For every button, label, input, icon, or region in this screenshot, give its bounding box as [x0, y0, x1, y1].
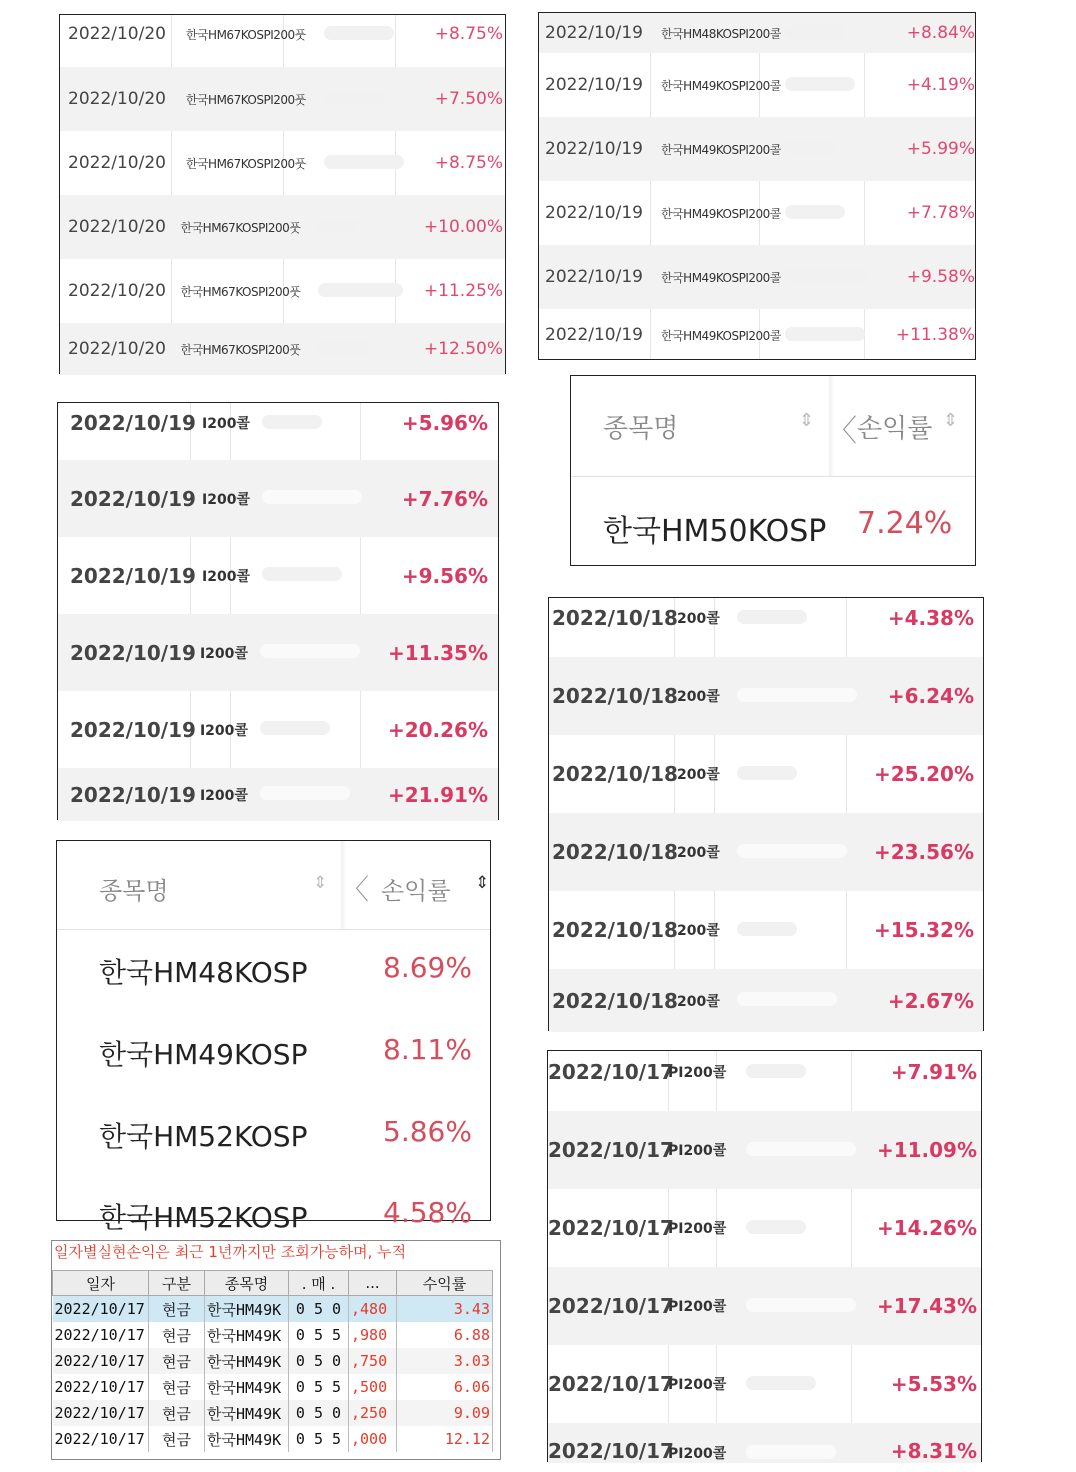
table-row[interactable]: [549, 891, 983, 969]
redacted-cell: [726, 1297, 877, 1316]
table-row[interactable]: [548, 1267, 981, 1345]
table-header: [57, 841, 490, 930]
trade-cell: 0 5 5: [289, 1322, 349, 1348]
type-cell: 현금: [149, 1400, 205, 1426]
redacted-cell: [292, 340, 423, 359]
table-row[interactable]: [58, 614, 498, 691]
trade-cell: 0 5 0: [289, 1296, 349, 1323]
profit-rate-cell: +7.50%: [434, 89, 503, 109]
profit-rate-cell: +11.09%: [876, 1138, 977, 1162]
redacted-cell: [240, 643, 388, 662]
notice-text: 일자별실현손익은 최근 1년까지만 조회가능하며, 누적: [54, 1243, 407, 1261]
list-item[interactable]: [57, 1196, 490, 1236]
column-header-name[interactable]: 종목명: [205, 1271, 289, 1296]
list-item[interactable]: [57, 951, 490, 991]
type-cell: 현금: [149, 1374, 205, 1400]
sort-icon[interactable]: ⇕: [475, 873, 490, 893]
profit-rate-cell: +9.56%: [401, 563, 488, 588]
redacted-cell: [292, 282, 423, 301]
return-cell: 12.12: [397, 1426, 493, 1452]
amount-cell: ,000: [349, 1426, 397, 1452]
redacted-cell: [765, 140, 890, 159]
table-row[interactable]: [58, 768, 498, 821]
profit-rate-cell: +5.99%: [906, 139, 975, 159]
table-row[interactable]: [548, 1345, 981, 1423]
table-row[interactable]: [549, 657, 983, 735]
type-cell: 현금: [149, 1348, 205, 1374]
column-header-name[interactable]: 종목명: [603, 414, 679, 444]
amount-cell: ,480: [349, 1296, 397, 1323]
item-name-cell: 200콜: [677, 689, 720, 705]
trade-list-panel-1019-a: [538, 12, 976, 360]
table-row[interactable]: [58, 537, 498, 614]
trade-list-panel-1020: [59, 14, 506, 374]
profit-rate-cell: +8.75%: [434, 24, 503, 44]
profit-rate-cell: +12.50%: [423, 339, 503, 359]
table-row[interactable]: [539, 309, 975, 361]
table-row[interactable]: [539, 245, 975, 309]
date-cell: 2022/10/19: [545, 23, 643, 43]
item-name-cell: I200콜: [202, 491, 250, 508]
type-cell: 현금: [149, 1322, 205, 1348]
table-row[interactable]: [53, 1426, 493, 1452]
item-name-cell: 한국HM49KOSPI200콜: [661, 78, 781, 93]
amount-cell: ,980: [349, 1322, 397, 1348]
redacted-cell: [726, 1375, 891, 1394]
date-cell: 2022/10/18: [552, 606, 678, 630]
chevron-left-icon[interactable]: 〈: [827, 414, 857, 449]
item-name: 한국HM52KOSP: [99, 1120, 308, 1153]
item-name-cell: PI200콜: [668, 1377, 727, 1393]
redacted-cell: [298, 154, 435, 173]
daily-realized-pnl-grid: [51, 1240, 501, 1460]
table-row[interactable]: [60, 323, 505, 375]
redacted-cell: [717, 687, 888, 706]
redacted-cell: [717, 991, 888, 1010]
chevron-left-icon[interactable]: 〈: [341, 873, 370, 906]
profit-rate-cell: +23.56%: [873, 840, 974, 864]
amount-cell: ,250: [349, 1400, 397, 1426]
item-name-cell: PI200콜: [668, 1065, 727, 1081]
profit-rate-cell: +25.20%: [873, 762, 974, 786]
date-cell: 2022/10/17: [53, 1426, 149, 1452]
table-row[interactable]: [60, 15, 505, 53]
redacted-cell: [717, 921, 874, 940]
table-row[interactable]: [53, 1322, 493, 1348]
profit-rate-cell: +8.31%: [890, 1439, 977, 1463]
date-cell: 2022/10/17: [53, 1296, 149, 1323]
trade-cell: 0 5 5: [289, 1426, 349, 1452]
table-row[interactable]: [539, 117, 975, 181]
item-name-cell: 한국HM49KOSPI200콜: [661, 328, 781, 343]
item-name-cell: 한국HM67KOSPI200풋: [180, 220, 301, 235]
item-name-cell: PI200콜: [668, 1221, 727, 1237]
item-name-cell: I200콜: [199, 787, 248, 804]
profit-rate-cell: +11.25%: [423, 281, 503, 301]
profit-rate-cell: +20.26%: [387, 717, 488, 742]
item-name-cell: 한국HM49K: [205, 1400, 289, 1426]
table-row[interactable]: [60, 259, 505, 323]
column-header-profit-rate[interactable]: 손익률: [857, 414, 933, 444]
holdings-panel-hm50: [570, 375, 976, 566]
table-row[interactable]: [539, 181, 975, 245]
profit-rate-cell: +10.00%: [423, 217, 503, 237]
item-name-cell: 한국HM49K: [205, 1322, 289, 1348]
amount-cell: ,500: [349, 1374, 397, 1400]
item-name-cell: 한국HM49KOSPI200콜: [661, 270, 781, 285]
profit-rate: 8.69%: [383, 951, 472, 984]
redacted-cell: [292, 218, 423, 237]
profit-rate-cell: +9.58%: [906, 267, 975, 287]
return-cell: 6.06: [397, 1374, 493, 1400]
date-cell: 2022/10/18: [552, 684, 678, 708]
table-row[interactable]: [549, 813, 983, 891]
pnl-table: [52, 1270, 493, 1452]
return-cell: 6.88: [397, 1322, 493, 1348]
item-name-cell: 200콜: [677, 923, 720, 939]
date-cell: 2022/10/19: [545, 267, 643, 287]
item-name-cell: 200콜: [677, 845, 720, 861]
date-cell: 2022/10/18: [552, 762, 678, 786]
table-row[interactable]: [53, 1296, 493, 1323]
table-row[interactable]: [53, 1374, 493, 1400]
profit-rate: 5.86%: [383, 1115, 472, 1148]
return-cell: 3.43: [397, 1296, 493, 1323]
profit-rate: 4.58%: [383, 1196, 472, 1229]
table-row[interactable]: [549, 735, 983, 813]
redacted-cell: [765, 326, 890, 345]
item-name-cell: 한국HM48KOSPI200콜: [661, 26, 781, 41]
table-row[interactable]: [539, 13, 975, 53]
profit-rate-cell: +7.76%: [401, 486, 488, 511]
column-header-date[interactable]: 일자: [53, 1271, 149, 1296]
date-cell: 2022/10/20: [68, 281, 166, 301]
item-name-cell: 한국HM49K: [205, 1426, 289, 1452]
type-cell: 현금: [149, 1296, 205, 1323]
date-cell: 2022/10/17: [53, 1348, 149, 1374]
trade-cell: 0 5 5: [289, 1374, 349, 1400]
date-cell: 2022/10/19: [545, 325, 643, 345]
return-cell: 3.03: [397, 1348, 493, 1374]
trade-list-panel-1018: [548, 597, 984, 1031]
redacted-cell: [765, 24, 890, 43]
date-cell: 2022/10/19: [545, 203, 643, 223]
table-row[interactable]: [548, 1423, 981, 1463]
profit-rate-cell: +6.24%: [887, 684, 974, 708]
table-row[interactable]: [548, 1051, 981, 1093]
date-cell: 2022/10/20: [68, 339, 166, 359]
profit-rate-cell: +11.35%: [387, 640, 488, 665]
item-name-cell: 한국HM67KOSPI200풋: [185, 92, 306, 107]
date-cell: 2022/10/17: [53, 1400, 149, 1426]
item-name-cell: I200콜: [199, 645, 248, 662]
item-name-cell: 한국HM49KOSPI200콜: [661, 142, 781, 157]
redacted-cell: [717, 609, 888, 628]
table-row[interactable]: [53, 1348, 493, 1374]
redacted-cell: [298, 90, 435, 109]
item-name: 한국HM49KOSP: [99, 1038, 308, 1071]
date-cell: 2022/10/19: [70, 411, 196, 435]
table-row[interactable]: [60, 131, 505, 195]
item-name-cell: 한국HM49K: [205, 1296, 289, 1323]
item-name-cell: 한국HM67KOSPI200풋: [185, 156, 306, 171]
item-name-cell: PI200콜: [668, 1299, 727, 1315]
date-cell: 2022/10/19: [545, 139, 643, 159]
date-cell: 2022/10/20: [68, 89, 166, 109]
date-cell: 2022/10/18: [552, 918, 678, 942]
profit-rate-cell: +5.53%: [890, 1372, 977, 1396]
profit-rate-cell: +21.91%: [387, 782, 488, 807]
date-cell: 2022/10/20: [68, 153, 166, 173]
redacted-cell: [765, 268, 890, 287]
item-name-cell: 한국HM67KOSPI200풋: [180, 284, 301, 299]
trade-list-panel-1017: [547, 1050, 982, 1462]
table-row[interactable]: [60, 67, 505, 131]
item-name-cell: 한국HM49K: [205, 1374, 289, 1400]
redacted-cell: [726, 1219, 877, 1238]
profit-rate-cell: +2.67%: [887, 988, 974, 1013]
column-header-name[interactable]: 종목명: [99, 877, 169, 905]
table-row[interactable]: [58, 691, 498, 768]
table-row[interactable]: [53, 1400, 493, 1426]
table-row[interactable]: [548, 1189, 981, 1267]
profit-rate: 8.11%: [383, 1033, 472, 1066]
redacted-cell: [240, 785, 388, 804]
date-cell: 2022/10/20: [68, 24, 166, 44]
trade-cell: 0 5 0: [289, 1400, 349, 1426]
item-name-cell: I200콜: [202, 568, 250, 585]
profit-rate-cell: +4.19%: [906, 75, 975, 95]
item-name-cell: PI200콜: [668, 1143, 727, 1159]
profit-rate-cell: +8.75%: [434, 153, 503, 173]
column-header-amount[interactable]: ...: [349, 1271, 397, 1296]
date-cell: 2022/10/17: [548, 1138, 674, 1162]
date-cell: 2022/10/17: [53, 1322, 149, 1348]
sort-icon[interactable]: ⇕: [799, 410, 815, 431]
profit-rate-cell: +17.43%: [876, 1294, 977, 1318]
date-cell: 2022/10/20: [68, 217, 166, 237]
amount-cell: ,750: [349, 1348, 397, 1374]
date-cell: 2022/10/17: [548, 1060, 674, 1084]
item-name-cell: 200콜: [677, 993, 720, 1010]
redacted-cell: [242, 414, 392, 433]
type-cell: 현금: [149, 1426, 205, 1452]
date-cell: 2022/10/18: [552, 988, 678, 1013]
profit-rate-cell: +11.38%: [895, 325, 975, 345]
item-name-cell: 한국HM49KOSPI200콜: [661, 206, 781, 221]
redacted-cell: [242, 489, 392, 508]
item-name-cell: 한국HM67KOSPI200풋: [180, 342, 301, 357]
redacted-cell: [240, 720, 388, 739]
date-cell: 2022/10/17: [53, 1374, 149, 1400]
column-header-type[interactable]: 구분: [149, 1271, 205, 1296]
profit-rate-cell: +5.96%: [401, 411, 488, 435]
date-cell: 2022/10/19: [70, 563, 196, 588]
date-cell: 2022/10/19: [70, 640, 196, 665]
redacted-cell: [726, 1063, 891, 1082]
profit-rate-cell: +15.32%: [873, 918, 974, 942]
date-cell: 2022/10/19: [70, 486, 196, 511]
table-row[interactable]: [549, 969, 983, 1032]
item-name-cell: PI200콜: [668, 1446, 727, 1462]
redacted-cell: [726, 1141, 877, 1160]
redacted-cell: [298, 25, 435, 44]
trade-cell: 0 5 0: [289, 1348, 349, 1374]
column-header-return[interactable]: 수익률: [397, 1271, 493, 1296]
redacted-cell: [717, 843, 874, 862]
table-row[interactable]: [60, 195, 505, 259]
date-cell: 2022/10/19: [70, 782, 196, 807]
table-row[interactable]: [58, 460, 498, 537]
profit-rate-cell: +7.78%: [906, 203, 975, 223]
redacted-cell: [726, 1444, 891, 1463]
redacted-cell: [717, 765, 874, 784]
table-row[interactable]: [58, 403, 498, 443]
date-cell: 2022/10/19: [545, 75, 643, 95]
table-row[interactable]: [549, 598, 983, 638]
item-name-cell: 200콜: [677, 767, 720, 783]
column-header-trade[interactable]: . 매 .: [289, 1271, 349, 1296]
holdings-panel-multi: [56, 840, 491, 1234]
item-name-cell: 200콜: [677, 611, 720, 627]
list-item[interactable]: [57, 1033, 490, 1073]
date-cell: 2022/10/17: [548, 1439, 674, 1463]
list-item[interactable]: [57, 1115, 490, 1155]
sort-icon[interactable]: ⇕: [313, 873, 328, 893]
table-row[interactable]: [548, 1111, 981, 1189]
item-name: 한국HM48KOSP: [99, 956, 308, 989]
date-cell: 2022/10/17: [548, 1216, 674, 1240]
sort-icon[interactable]: ⇕: [943, 410, 959, 431]
date-cell: 2022/10/17: [548, 1294, 674, 1318]
profit-rate: 7.24%: [857, 506, 953, 541]
date-cell: 2022/10/17: [548, 1372, 674, 1396]
date-cell: 2022/10/19: [70, 717, 196, 742]
return-cell: 9.09: [397, 1400, 493, 1426]
item-name-cell: I200콜: [199, 722, 248, 739]
item-name: 한국HM52KOSP: [99, 1201, 308, 1234]
item-name-cell: 한국HM67KOSPI200풋: [185, 27, 306, 42]
item-name: 한국HM50KOSP: [603, 514, 827, 549]
profit-rate-cell: +8.84%: [906, 23, 975, 43]
item-name-cell: I200콜: [202, 416, 250, 432]
profit-rate-cell: +4.38%: [887, 606, 974, 630]
table-header: [571, 376, 975, 477]
profit-rate-cell: +7.91%: [890, 1060, 977, 1084]
redacted-cell: [765, 76, 890, 95]
redacted-cell: [765, 204, 890, 223]
redacted-cell: [242, 566, 392, 585]
column-header-profit-rate[interactable]: 손익률: [381, 877, 451, 905]
item-name-cell: 한국HM49K: [205, 1348, 289, 1374]
date-cell: 2022/10/18: [552, 840, 678, 864]
table-row[interactable]: [539, 53, 975, 117]
trade-list-panel-1019-b: [57, 402, 499, 820]
table-header-row: [53, 1271, 493, 1296]
profit-rate-cell: +14.26%: [876, 1216, 977, 1240]
